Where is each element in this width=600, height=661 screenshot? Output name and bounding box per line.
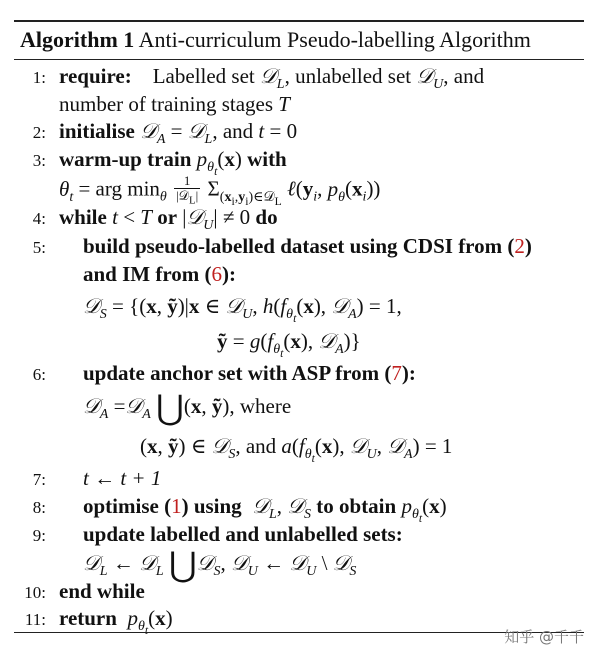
warmup-formula: $\theta_t$ = arg $\min_\theta$ $\frac{1}{|𝒟_L|}$ $\Sigma_{(x_i,y_i)\in 𝒟_L}$ $\ell(y_i$, $p_\theta(x_i)$): [59, 173, 381, 208]
line-number: 5:: [32, 238, 46, 257]
keyword-warmup: warm-up train: [59, 147, 192, 171]
step-optimise: optimise (1) using 𝒟$_L$, 𝒟$_S$ to obtain $p_{\theta_t}(x)$: [83, 494, 447, 525]
step-update-anchor: update anchor set with ASP from (7):: [83, 361, 416, 385]
keyword-initialise: initialise: [59, 119, 135, 143]
line-number: 8:: [32, 498, 46, 517]
step-warmup: warm-up train $p_{\theta_t}(x)$ with: [59, 147, 287, 178]
line-number: 4:: [32, 209, 46, 228]
keyword-return: return: [59, 606, 117, 630]
anchor-formula-2: (x, ỹ) ∈ 𝒟$_S$, and $a(f_{\theta_t}(x)$, 𝒟$_U$, 𝒟$_A$) = 1: [140, 434, 453, 465]
algorithm-title: [20, 27, 531, 53]
header-rule: [14, 59, 584, 60]
reference-7[interactable]: 7: [391, 361, 402, 385]
require-cont: number of training stages T: [59, 92, 290, 116]
top-rule: [14, 20, 584, 22]
watermark: 知乎 @千千: [504, 628, 584, 646]
ds-formula-1: 𝒟$_S$ = {(x, ỹ)|x ∈ 𝒟$_U$, $h(f_{\theta_t}(x)$, 𝒟$_A$) = 1,: [83, 294, 402, 325]
build-cont: and IM from (6):: [83, 262, 237, 286]
require-text: Labelled set 𝒟$_L$, unlabelled set 𝒟$_U$, and: [152, 64, 485, 92]
line-number: 1:: [32, 68, 46, 87]
keyword-to-obtain: to obtain: [316, 494, 397, 518]
step-return: return $p_{\theta_t}(x)$: [59, 606, 173, 637]
keyword-update-anchor: update anchor set with ASP from (: [83, 361, 392, 385]
line-number: 2:: [32, 123, 46, 142]
keyword-end-while: end while: [59, 579, 145, 603]
line-number: 10:: [24, 583, 46, 602]
reference-6[interactable]: 6: [211, 262, 223, 286]
algorithm-name: Anti-curriculum Pseudo-labelling Algorithm: [138, 27, 531, 52]
step-increment: t ← t + 1: [83, 466, 162, 490]
line-number: 11:: [24, 610, 46, 629]
anchor-formula-1: 𝒟$_A$ =𝒟$_A$ ⋃(x, ỹ), where: [83, 390, 292, 427]
keyword-while: while: [59, 205, 107, 229]
line-number: 9:: [32, 526, 46, 545]
step-end-while: [59, 578, 145, 604]
algorithm-label: Algorithm 1: [20, 27, 135, 52]
update-sets-formula: 𝒟$_L$ ← 𝒟$_L$ ⋃𝒟$_S$, 𝒟$_U$ ← 𝒟$_U$ \ 𝒟$_S$: [83, 547, 357, 584]
reference-1[interactable]: 1: [171, 494, 182, 518]
keyword-or: or: [157, 205, 178, 229]
line-number: 6:: [32, 365, 46, 384]
keyword-do: do: [255, 205, 278, 229]
keyword-update-sets: update labelled and unlabelled sets:: [83, 522, 403, 546]
keyword-require: require:: [59, 64, 132, 88]
line-number: 3:: [32, 151, 46, 170]
reference-2[interactable]: 2: [514, 234, 525, 258]
step-while: while t < T or |𝒟$_U$| ≠ 0 do: [59, 205, 278, 233]
bottom-rule: [14, 632, 584, 633]
step-build: build pseudo-labelled dataset using CDSI from (2): [83, 234, 532, 258]
step-update-sets: [83, 521, 403, 547]
line-number: 7:: [32, 470, 46, 489]
keyword-build: build pseudo-labelled dataset using CDSI from (: [83, 234, 515, 258]
ds-formula-2: ỹ = $g(f_{\theta_t}(x)$, 𝒟$_A$)}: [217, 329, 361, 360]
step-initialise: initialise 𝒟$_A$ = 𝒟$_L$, and t = 0: [59, 119, 298, 147]
keyword-optimise: optimise (: [83, 494, 172, 518]
